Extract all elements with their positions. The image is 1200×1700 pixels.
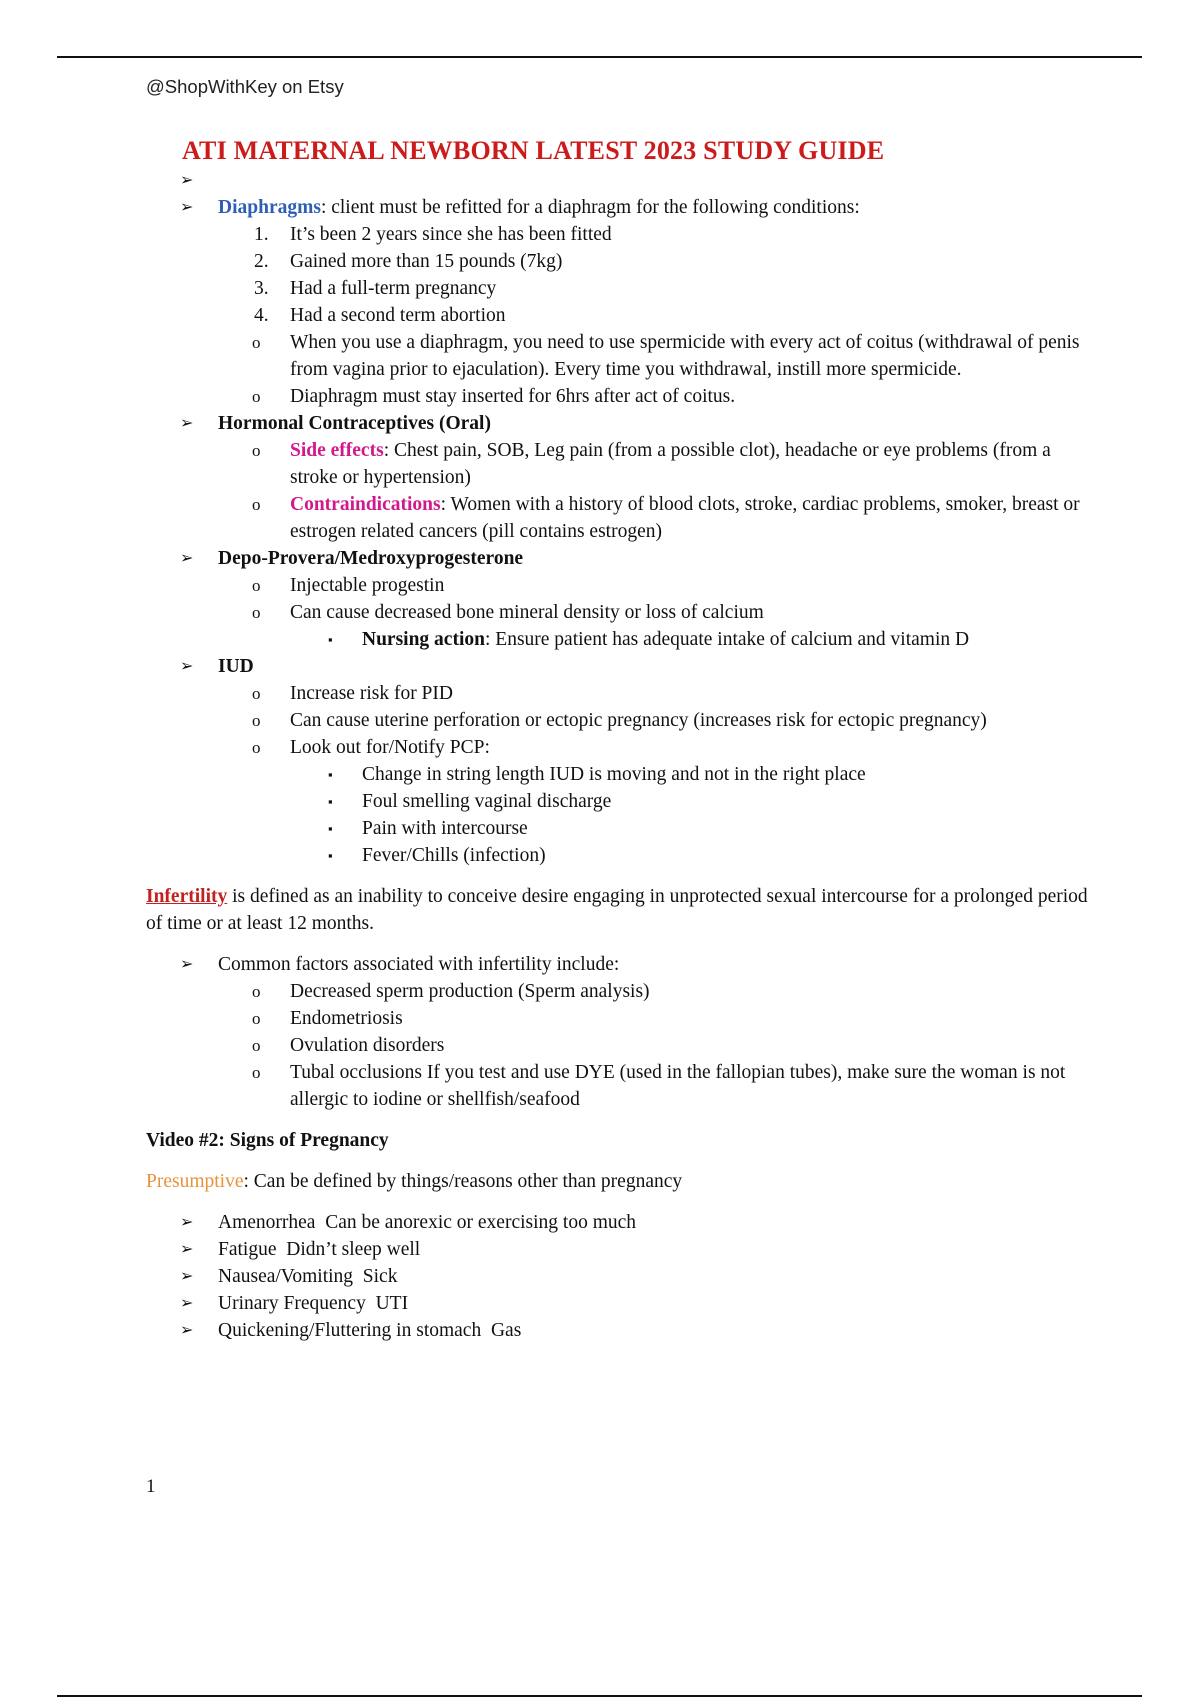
- square-bullet-icon: ▪: [328, 848, 333, 863]
- list-number: 2.: [254, 251, 269, 272]
- iud-subitem-text: Look out for/Notify PCP:: [290, 737, 490, 758]
- condition-item: [146, 248, 1096, 275]
- sign-item: [146, 1209, 1096, 1236]
- list-number: 4.: [254, 305, 269, 326]
- factor-text: Decreased sperm production (Sperm analysis): [290, 981, 650, 1002]
- iud-subitem: [146, 734, 1096, 761]
- hormonal-heading: Hormonal Contraceptives (Oral): [218, 413, 491, 434]
- note-text: When you use a diaphragm, you need to use spermicide with every act of coitus (withdrawal of penis from vagina prior to ejaculation). Every time you withdrawal, instill more spermicide.: [290, 332, 1080, 380]
- condition-item: [146, 221, 1096, 248]
- condition-item: [146, 275, 1096, 302]
- iud-subitem-text: Increase risk for PID: [290, 683, 453, 704]
- condition-item: [146, 302, 1096, 329]
- condition-text: Had a second term abortion: [290, 305, 506, 326]
- square-bullet-icon: ▪: [328, 821, 333, 836]
- circle-bullet-icon: o: [252, 1036, 261, 1055]
- notify-text: Pain with intercourse: [362, 818, 528, 839]
- arrow-bullet-icon: ➢: [180, 658, 194, 675]
- depo-subitem: [146, 599, 1096, 626]
- factor-text: Endometriosis: [290, 1008, 403, 1029]
- video-heading: Video #2: Signs of Pregnancy: [146, 1130, 389, 1151]
- circle-bullet-icon: o: [252, 387, 261, 406]
- iud-item: [146, 653, 1096, 680]
- sign-text: Quickening/Fluttering in stomach Gas: [218, 1320, 522, 1341]
- sign-text: Urinary Frequency UTI: [218, 1293, 409, 1314]
- arrow-bullet-icon: ➢: [180, 199, 194, 216]
- arrow-bullet-icon: ➢: [180, 1322, 194, 1339]
- sign-text: Amenorrhea Can be anorexic or exercising too much: [218, 1212, 637, 1233]
- infertility-text: is defined as an inability to conceive desire engaging in unprotected sexual intercourse for a prolonged period of time or at least 12 months.: [146, 886, 1088, 934]
- note-text: Diaphragm must stay inserted for 6hrs after act of coitus.: [290, 386, 736, 407]
- video-heading-block: [146, 1127, 1096, 1154]
- iud-subitem: [146, 707, 1096, 734]
- arrow-bullet-icon: ➢: [180, 550, 194, 567]
- notify-text: Fever/Chills (infection): [362, 845, 546, 866]
- factor-item: [146, 1032, 1096, 1059]
- notify-text: Foul smelling vaginal discharge: [362, 791, 612, 812]
- factor-text: Tubal occlusions If you test and use DYE (used in the fallopian tubes), make sure the woman is not allergic to iodine or shellfish/seafood: [290, 1062, 1066, 1110]
- notify-item: [146, 788, 1096, 815]
- arrow-bullet-icon: ➢: [180, 1268, 194, 1285]
- circle-bullet-icon: o: [252, 576, 261, 595]
- sign-item: [146, 1317, 1096, 1344]
- infertility-paragraph: [146, 883, 1096, 937]
- header-text: @ShopWithKey on Etsy: [146, 76, 344, 97]
- circle-bullet-icon: o: [252, 441, 261, 460]
- nursing-action-item: [146, 626, 1096, 653]
- content: [146, 167, 1096, 1344]
- iud-subitem-text: Can cause uterine perforation or ectopic pregnancy (increases risk for ectopic pregnancy): [290, 710, 987, 731]
- page-title: ATI MATERNAL NEWBORN LATEST 2023 STUDY GUIDE: [182, 136, 885, 165]
- iud-heading: IUD: [218, 656, 254, 677]
- factors-heading: Common factors associated with infertility include:: [218, 954, 620, 975]
- contraindications-item: [146, 491, 1096, 545]
- arrow-bullet-icon: ➢: [180, 1295, 194, 1312]
- circle-bullet-icon: o: [252, 495, 261, 514]
- circle-bullet-icon: o: [252, 982, 261, 1001]
- depo-subitem-text: Can cause decreased bone mineral density or loss of calcium: [290, 602, 764, 623]
- diaphragms-item: [146, 194, 1096, 221]
- circle-bullet-icon: o: [252, 684, 261, 703]
- nursing-action-text: : Ensure patient has adequate intake of calcium and vitamin D: [484, 629, 970, 650]
- list-number: 3.: [254, 278, 269, 299]
- factors-item: [146, 951, 1096, 978]
- sign-item: [146, 1236, 1096, 1263]
- circle-bullet-icon: o: [252, 711, 261, 730]
- infertility-term: Infertility: [146, 886, 228, 907]
- circle-bullet-icon: o: [252, 1063, 261, 1082]
- circle-bullet-icon: o: [252, 738, 261, 757]
- arrow-bullet-icon: ➢: [180, 415, 194, 432]
- contraindications-text: : Women with a history of blood clots, stroke, cardiac problems, smoker, breast or estrogen related cancers (pill contains estrogen): [290, 494, 1080, 542]
- page-number: 1: [146, 1476, 156, 1497]
- side-effects-label: Side effects: [290, 440, 384, 461]
- side-effects-text: : Chest pain, SOB, Leg pain (from a possible clot), headache or eye problems (from a stroke or hypertension): [290, 440, 1051, 488]
- circle-bullet-icon: o: [252, 1009, 261, 1028]
- arrow-bullet-icon: ➢: [180, 172, 194, 189]
- hormonal-item: [146, 410, 1096, 437]
- iud-subitem: [146, 680, 1096, 707]
- sign-text: Fatigue Didn’t sleep well: [218, 1239, 421, 1260]
- notify-item: [146, 842, 1096, 869]
- condition-text: Gained more than 15 pounds (7kg): [290, 251, 563, 272]
- factor-item: [146, 1005, 1096, 1032]
- condition-text: It’s been 2 years since she has been fitted: [290, 224, 612, 245]
- sign-text: Nausea/Vomiting Sick: [218, 1266, 398, 1287]
- contraindications-label: Contraindications: [290, 494, 441, 515]
- notify-item: [146, 761, 1096, 788]
- arrow-bullet-icon: ➢: [180, 1214, 194, 1231]
- square-bullet-icon: ▪: [328, 632, 333, 647]
- diaphragms-desc: : client must be refitted for a diaphragm for the following conditions:: [320, 197, 860, 218]
- sign-item: [146, 1263, 1096, 1290]
- presumptive-label: Presumptive: [146, 1171, 244, 1192]
- depo-subitem-text: Injectable progestin: [290, 575, 445, 596]
- depo-subitem: [146, 572, 1096, 599]
- condition-text: Had a full-term pregnancy: [290, 278, 497, 299]
- diaphragm-note: [146, 329, 1096, 383]
- notify-text: Change in string length IUD is moving and not in the right place: [362, 764, 866, 785]
- notify-item: [146, 815, 1096, 842]
- nursing-action-label: Nursing action: [362, 629, 485, 650]
- circle-bullet-icon: o: [252, 603, 261, 622]
- presumptive-text: : Can be defined by things/reasons other than pregnancy: [243, 1171, 683, 1192]
- header-rule: [57, 56, 1142, 58]
- diaphragms-term: Diaphragms: [218, 197, 321, 218]
- square-bullet-icon: ▪: [328, 767, 333, 782]
- circle-bullet-icon: o: [252, 333, 261, 352]
- footer-rule: [57, 1695, 1142, 1697]
- sign-item: [146, 1290, 1096, 1317]
- list-number: 1.: [254, 224, 269, 245]
- depo-heading: Depo-Provera/Medroxyprogesterone: [218, 548, 524, 569]
- presumptive-paragraph: [146, 1168, 1096, 1195]
- factor-item: [146, 1059, 1096, 1113]
- side-effects-item: [146, 437, 1096, 491]
- depo-item: [146, 545, 1096, 572]
- factor-text: Ovulation disorders: [290, 1035, 445, 1056]
- empty-bullet: [146, 167, 1096, 194]
- arrow-bullet-icon: ➢: [180, 1241, 194, 1258]
- arrow-bullet-icon: ➢: [180, 956, 194, 973]
- square-bullet-icon: ▪: [328, 794, 333, 809]
- factor-item: [146, 978, 1096, 1005]
- diaphragm-note: [146, 383, 1096, 410]
